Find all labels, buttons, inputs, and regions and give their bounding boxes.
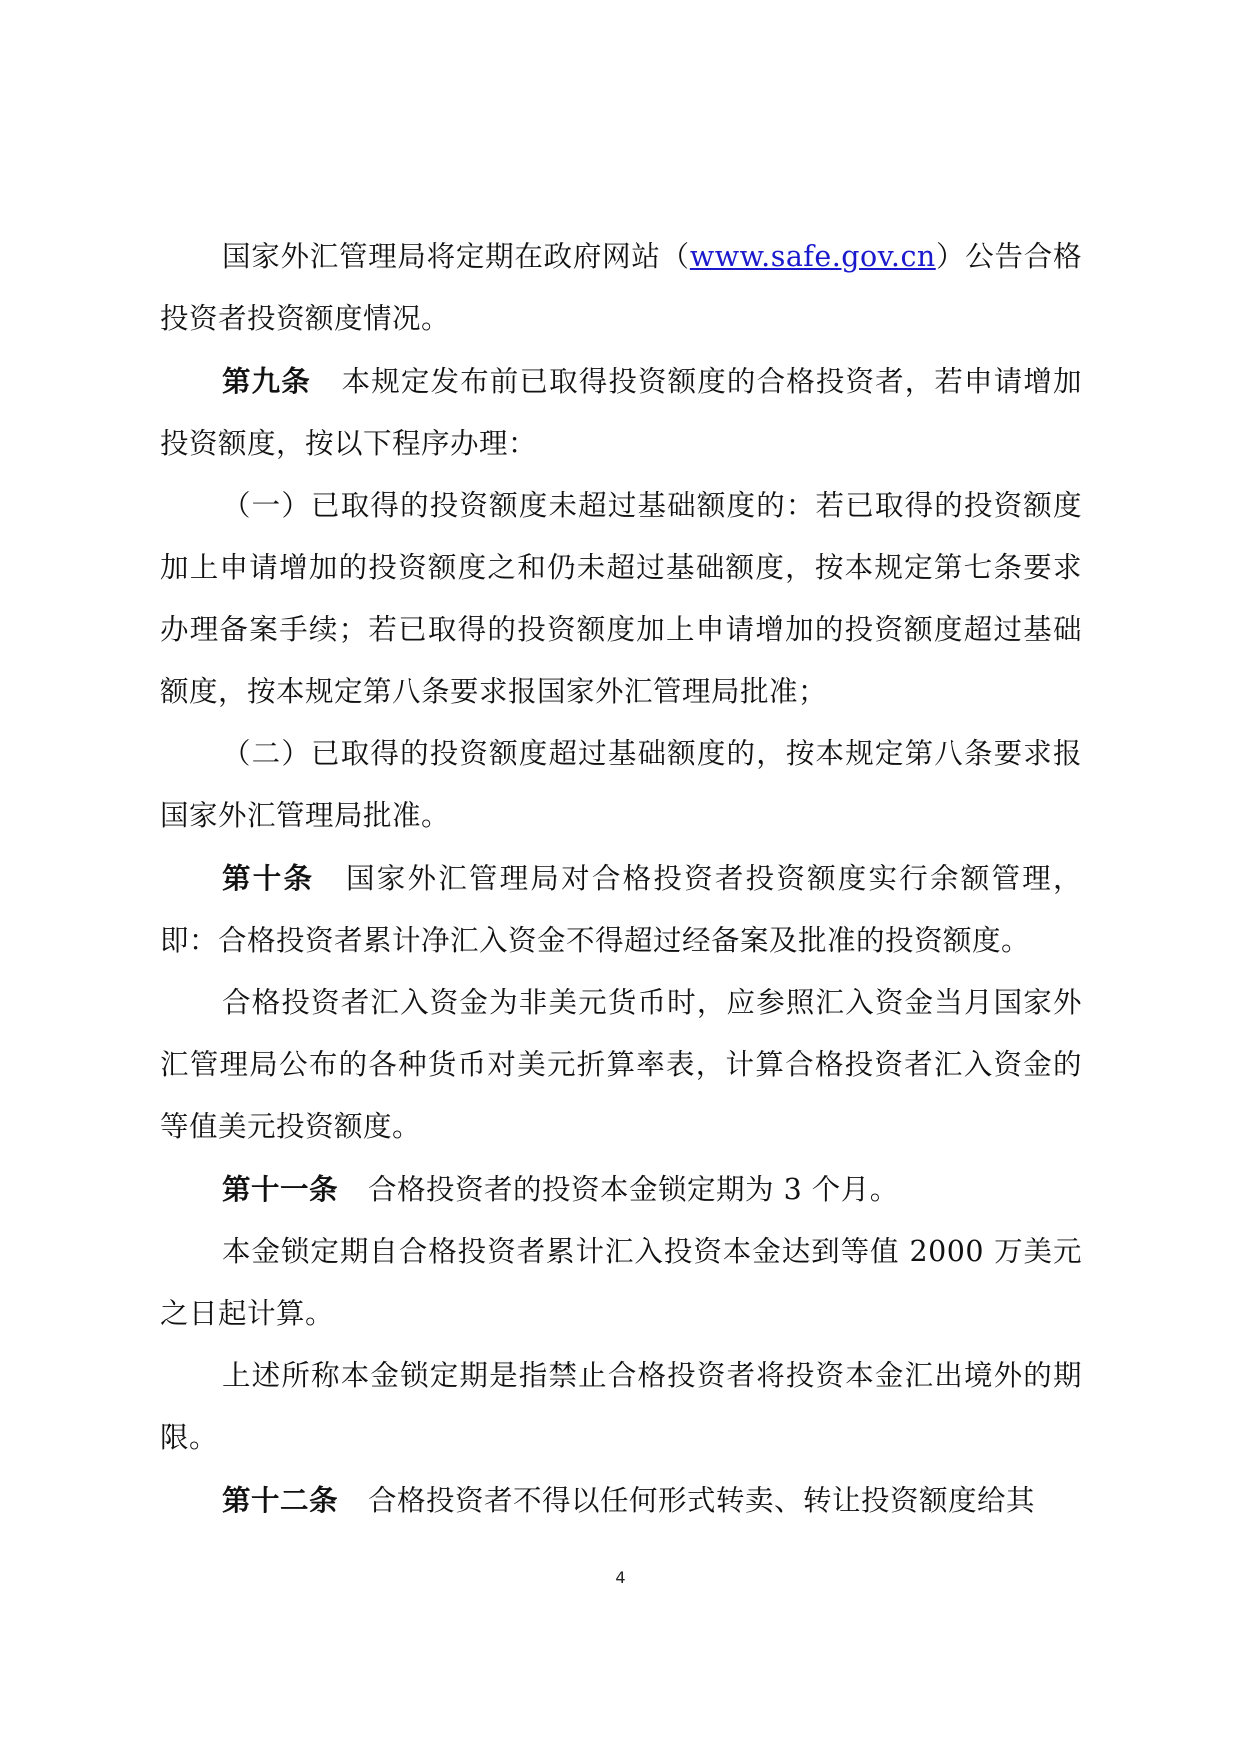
article-10-title: 第十条 [222, 861, 315, 895]
article-10: 第十条 国家外汇管理局对合格投资者投资额度实行余额管理，即：合格投资者累计净汇入资金不得超过经备案及批准的投资额度。 [160, 861, 1082, 957]
article-10-paragraph-2: 合格投资者汇入资金为非美元货币时，应参照汇入资金当月国家外汇管理局公布的各种货币对美元折算率表，计算合格投资者汇入资金的等值美元投资额度。 [160, 986, 1082, 1143]
article-11-paragraph-2: 本金锁定期自合格投资者累计汇入投资本金达到等值 2000 万美元之日起计算。 [160, 1235, 1082, 1330]
article-11-paragraph-3: 上述所称本金锁定期是指禁止合格投资者将投资本金汇出境外的期限。 [160, 1359, 1082, 1454]
article-12-title: 第十二条 [222, 1483, 339, 1517]
article-9: 第九条 本规定发布前已取得投资额度的合格投资者，若申请增加投资额度，按以下程序办理： [160, 364, 1082, 460]
article-9-item-1: （一）已取得的投资额度未超过基础额度的：若已取得的投资额度加上申请增加的投资额度之和仍未超过基础额度，按本规定第七条要求办理备案手续；若已取得的投资额度加上申请增加的投资额度超过基础额度，按本规定第八条要求报国家外汇管理局批准； [160, 489, 1082, 708]
article-9-item-2: （二）已取得的投资额度超过基础额度的，按本规定第八条要求报国家外汇管理局批准。 [160, 737, 1082, 832]
article-11: 第十一条 合格投资者的投资本金锁定期为 3 个月。 [222, 1172, 899, 1206]
paragraph-quota-announcement: 国家外汇管理局将定期在政府网站（www.safe.gov.cn）公告合格投资者投资额度情况。 [160, 240, 1082, 335]
article-12: 第十二条 合格投资者不得以任何形式转卖、转让投资额度给其 [222, 1483, 1036, 1517]
article-11-title: 第十一条 [222, 1172, 339, 1206]
document-body [160, 226, 1082, 1532]
article-9-title: 第九条 [222, 364, 311, 398]
page-number: 4 [615, 1568, 626, 1587]
safe-website-link[interactable]: www.safe.gov.cn [689, 240, 936, 273]
